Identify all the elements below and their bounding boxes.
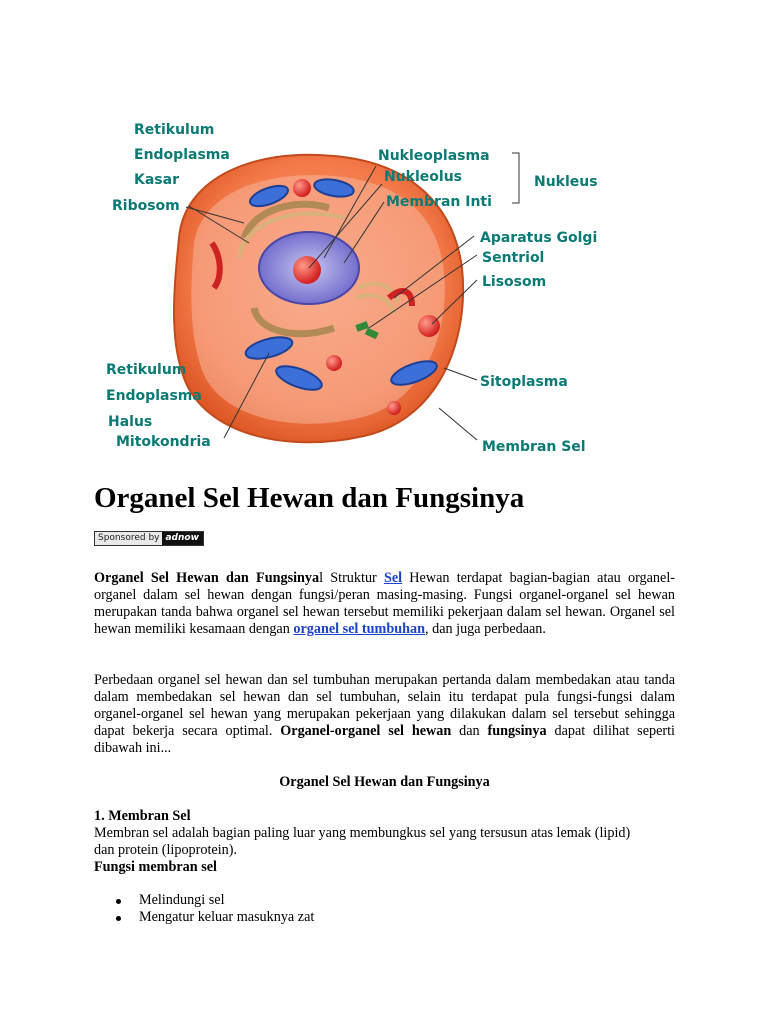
difference-text-2: dan bbox=[451, 723, 488, 739]
label-endoplasma-kasar: Endoplasma bbox=[134, 147, 230, 163]
label-nukleoplasma: Nukleoplasma bbox=[378, 148, 490, 164]
intro-text-2: Hewan terdapat bagian-bagian atau organel-organel dalam sel hewan dengan fungsi/peran masing-masing. Fungsi organel-organel sel hewan merupakan tanda bahwa organel sel hewan tersebut memiliki pekerjaan dalam sel hewan. Organel sel hewan memiliki kesamaan dengan bbox=[94, 570, 675, 637]
link-organel-sel-tumbuhan[interactable]: organel sel tumbuhan bbox=[293, 621, 426, 637]
fungsi-list bbox=[94, 892, 314, 926]
list-item: Mengatur keluar masuknya zat bbox=[94, 909, 314, 926]
label-membran-sel: Membran Sel bbox=[482, 439, 586, 455]
label-retikulum-halus: Retikulum bbox=[106, 362, 187, 378]
label-retikulum-kasar-1: Retikulum bbox=[134, 122, 215, 138]
adnow-logo: adnow bbox=[162, 532, 202, 545]
label-ribosom: Ribosom bbox=[112, 198, 180, 214]
difference-text-3: dapat dilihat seperti dibawah ini... bbox=[94, 723, 675, 756]
intro-paragraph bbox=[94, 570, 675, 638]
label-sitoplasma: Sitoplasma bbox=[480, 374, 568, 390]
page-title: Organel Sel Hewan dan Fungsinya bbox=[94, 482, 525, 514]
fungsi-membran-title: Fungsi membran sel bbox=[94, 859, 217, 875]
label-endoplasma-halus: Endoplasma bbox=[106, 388, 202, 404]
difference-paragraph bbox=[94, 672, 675, 757]
section-heading: Organel Sel Hewan dan Fungsinya bbox=[279, 774, 490, 790]
label-sentriol: Sentriol bbox=[482, 250, 545, 266]
difference-bold-2: fungsinya bbox=[487, 723, 547, 739]
label-nukleus: Nukleus bbox=[534, 174, 598, 190]
intro-bold-title: Organel Sel Hewan dan Fungsinya bbox=[94, 570, 320, 586]
intro-text-1: l Struktur bbox=[319, 570, 384, 586]
animal-cell-diagram bbox=[94, 118, 622, 462]
label-kasar: Kasar bbox=[134, 172, 179, 188]
label-lisosom: Lisosom bbox=[482, 274, 547, 290]
difference-text-1: Perbedaan organel sel hewan dan sel tumbuhan merupakan pertanda dalam membedakan atau tanda dalam membedakan sel hewan dan sel tumbuhan, selain itu terdapat pula fungsi-fungsi dalam organel-organel sel hewan yang merupakan pekerjaan yang dilakukan dalam sel tersebut sehingga dapat bekerja secara optimal. bbox=[94, 672, 675, 739]
link-sel[interactable]: Sel bbox=[383, 570, 403, 586]
intro-text-3: , dan juga perbedaan. bbox=[425, 621, 546, 637]
label-mitokondria: Mitokondria bbox=[116, 434, 211, 450]
label-aparatus-golgi: Aparatus Golgi bbox=[480, 230, 598, 246]
difference-bold-1: Organel-organel sel hewan bbox=[280, 723, 452, 739]
label-nukleolus: Nukleolus bbox=[384, 169, 463, 185]
nucleolus-shape bbox=[293, 256, 321, 284]
sponsored-badge[interactable] bbox=[94, 531, 204, 546]
sponsored-by-label: Sponsored by bbox=[95, 532, 162, 545]
section-1-title: 1. Membran Sel bbox=[94, 808, 191, 824]
section-1-description: Membran sel adalah bagian paling luar yang membungkus sel yang tersusun atas lemak (lipid) dan protein (lipoprotein). bbox=[94, 825, 631, 858]
list-item: Melindungi sel bbox=[94, 892, 314, 909]
label-membran-inti: Membran Inti bbox=[386, 194, 492, 210]
label-halus: Halus bbox=[108, 414, 153, 430]
